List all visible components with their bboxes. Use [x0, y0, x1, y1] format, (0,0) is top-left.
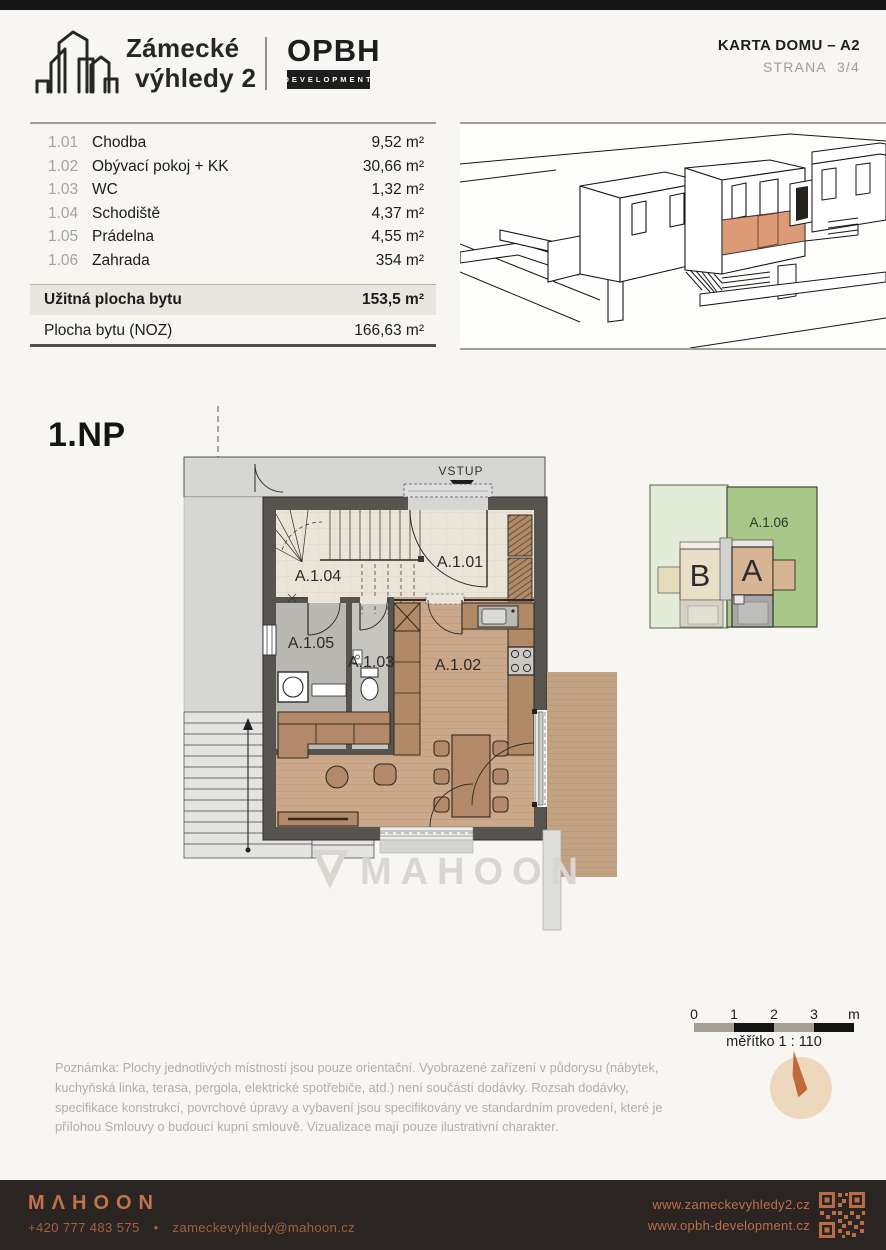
footer-phone: +420 777 483 575 [28, 1220, 140, 1235]
room-id: 1.04 [48, 204, 79, 222]
unit-a-label: A [741, 553, 763, 588]
scale-ticks [688, 1006, 860, 1022]
project-name-line1: Zámecké [126, 33, 240, 63]
room-name: Obývací pokoj + KK [92, 157, 229, 175]
project-logo-icon [34, 28, 120, 101]
room-name: WC [92, 181, 118, 198]
unit-b-label: B [689, 558, 711, 593]
site-plan [648, 482, 823, 645]
rooms-table [30, 122, 436, 347]
window [263, 625, 276, 655]
room-area: 1,32 m² [371, 181, 424, 198]
footer-url-project: www.zameckevyhledy2.cz [652, 1197, 810, 1212]
noz-area-value: 166,63 m² [354, 322, 424, 339]
table-row [30, 252, 436, 276]
room-id: 1.02 [48, 157, 79, 175]
room-name: Prádelna [92, 228, 155, 245]
top-accent-bar [0, 0, 886, 10]
footer-url-developer: www.opbh-development.cz [647, 1218, 810, 1233]
header-divider [265, 37, 267, 90]
table-row [30, 134, 436, 158]
room-label-living: A.1.02 [434, 657, 482, 674]
scale-tick: 2 [770, 1006, 778, 1022]
footer-brand: MΛHOON [28, 1192, 160, 1214]
room-area: 4,37 m² [371, 204, 424, 222]
floor-plan [30, 400, 670, 965]
room-name: Schodiště [92, 204, 161, 222]
wardrobe [508, 515, 532, 601]
watermark-text: MAHOON [360, 851, 588, 893]
table-row [30, 158, 436, 182]
noz-area-label: Plocha bytu (NOZ) [44, 322, 173, 339]
project-name-line2: výhledy 2 [135, 63, 257, 93]
scale-tick: 0 [690, 1006, 698, 1022]
room-area: 354 m² [375, 251, 424, 269]
page-number: 3/4 [836, 59, 860, 75]
garden-label: A.1.06 [749, 515, 789, 530]
room-id: 1.01 [48, 134, 79, 151]
building-3d-view [460, 122, 886, 350]
stove [508, 647, 534, 675]
entrance-label: VSTUP [438, 464, 484, 478]
room-area: 30,66 m² [362, 157, 424, 175]
room-name: Zahrada [92, 251, 150, 269]
room-id: 1.06 [48, 251, 79, 269]
footer-email: zameckevyhledy@mahoon.cz [172, 1220, 356, 1235]
floor-title: 1.NP [48, 416, 126, 454]
page-indicator [763, 59, 860, 75]
table-row [30, 228, 436, 252]
noz-area-row [30, 318, 436, 347]
room-id: 1.03 [48, 181, 79, 198]
project-name [126, 33, 256, 93]
room-label-laundry: A.1.05 [287, 635, 335, 652]
developer-name: OPBH [287, 33, 381, 68]
room-name: Chodba [92, 134, 147, 151]
scale-caption: měřítko 1 : 110 [726, 1034, 822, 1050]
usable-area-value: 153,5 m² [361, 291, 424, 308]
usable-area-label: Užitná plocha bytu [44, 291, 182, 308]
disclaimer-note: Poznámka: Plochy jednotlivých místností jsou pouze orientační. Vyobrazené zařízení v půdorysu (nábytek, kuchyňská linka, terasa, pergola, elektrické spotřebiče, atd.) není součástí dodávky. Rozsah dodávky, specifikace konstrukcí, povrchové úpravy a vybavení jsou specifikovány ve standardním provedení, které je přílohou Smlouvy o budoucí kupní smlouvě. Vizualizace mají pouze ilustrativní charakter. [55, 1060, 663, 1135]
qr-code-icon [818, 1191, 866, 1244]
card-title: KARTA DOMU – A2 [717, 37, 860, 54]
room-area: 9,52 m² [371, 134, 424, 151]
developer-logo [283, 33, 381, 89]
room-label-hall: A.1.01 [436, 554, 484, 571]
scale-unit: m [848, 1006, 860, 1022]
room-area: 4,55 m² [371, 228, 424, 245]
page-label: STRANA [762, 59, 827, 75]
footer-bullet: • [153, 1220, 159, 1235]
table-row [30, 181, 436, 205]
table-row [30, 205, 436, 229]
scale-tick: 3 [810, 1006, 818, 1022]
developer-tagline: DEVELOPMENT [287, 70, 370, 89]
room-label-stairs: A.1.04 [294, 568, 342, 585]
footer [0, 1180, 886, 1250]
room-label-wc: A.1.03 [347, 654, 395, 671]
scale-tick: 1 [730, 1006, 738, 1022]
usable-area-row [30, 284, 436, 315]
compass-icon [763, 1044, 839, 1129]
room-id: 1.05 [48, 228, 79, 245]
scale-strip [694, 1023, 854, 1032]
